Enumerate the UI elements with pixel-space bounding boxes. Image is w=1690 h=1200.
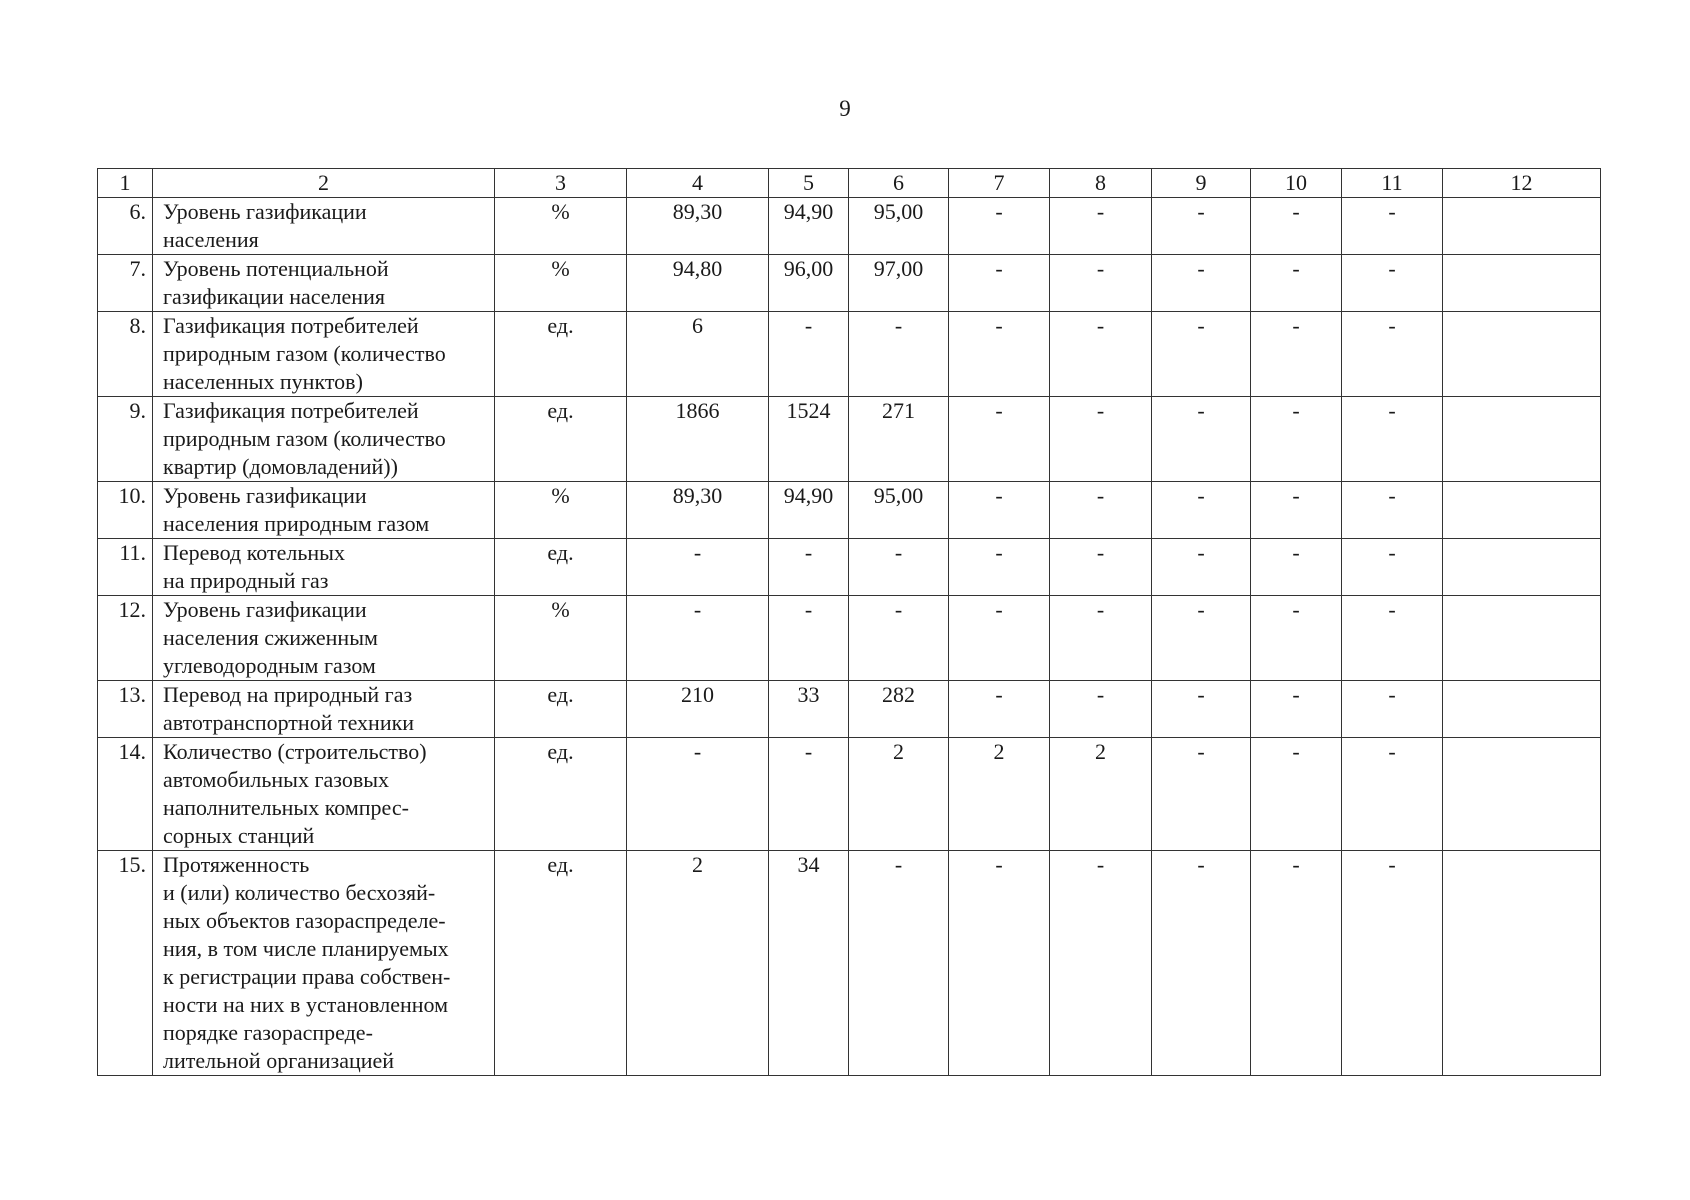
header-cell: 1 [98,169,153,198]
value-cell: 282 [849,681,949,738]
header-cell: 6 [849,169,949,198]
value-cell: - [949,681,1050,738]
value-cell: - [769,738,849,851]
value-cell: - [1342,681,1443,738]
row-number: 13. [98,681,153,738]
indicator-name [153,738,495,851]
table-row [98,198,1601,255]
indicator-name-line: Уровень газификации [163,483,367,508]
value-cell: - [1050,596,1152,681]
value-cell: - [1251,681,1342,738]
row-number: 12. [98,596,153,681]
unit-cell: ед. [495,851,627,1076]
value-cell: - [1342,397,1443,482]
row-number: 10. [98,482,153,539]
indicator-name-line: Уровень газификации [163,199,367,224]
value-cell: 89,30 [627,482,769,539]
unit-cell: % [495,255,627,312]
header-cell: 5 [769,169,849,198]
indicator-name-line: природным газом (количество [163,426,446,451]
value-cell: 271 [849,397,949,482]
indicator-name [153,482,495,539]
value-cell: - [949,851,1050,1076]
indicator-name-line: к регистрации права собствен- [163,964,451,989]
header-cell: 7 [949,169,1050,198]
indicator-name-line: ния, в том числе планируемых [163,936,449,961]
value-cell [1443,198,1601,255]
value-cell: - [1152,397,1251,482]
value-cell: - [1342,255,1443,312]
unit-cell: % [495,482,627,539]
value-cell: - [769,312,849,397]
value-cell: - [949,198,1050,255]
header-cell: 4 [627,169,769,198]
value-cell: 2 [849,738,949,851]
indicator-name-line: населения [163,227,259,252]
value-cell: - [1152,738,1251,851]
header-cell: 11 [1342,169,1443,198]
header-cell: 10 [1251,169,1342,198]
value-cell [1443,539,1601,596]
value-cell: - [1342,198,1443,255]
row-number: 14. [98,738,153,851]
row-number: 6. [98,198,153,255]
indicator-name-line: Газификация потребителей [163,398,419,423]
unit-cell: ед. [495,539,627,596]
value-cell: - [849,851,949,1076]
table-row [98,539,1601,596]
indicator-name-line: природным газом (количество [163,341,446,366]
value-cell: - [1251,255,1342,312]
value-cell: 95,00 [849,198,949,255]
value-cell: 94,90 [769,482,849,539]
indicator-name [153,851,495,1076]
value-cell: - [1152,681,1251,738]
value-cell: - [1152,482,1251,539]
indicator-name-line: Перевод на природный газ [163,682,413,707]
value-cell: - [1251,539,1342,596]
page-number: 9 [839,96,851,121]
value-cell: - [1251,397,1342,482]
indicator-name-line: газификации населения [163,284,385,309]
indicator-name-line: квартир (домовладений)) [163,454,398,479]
indicator-name-line: ности на них в установленном [163,992,449,1017]
value-cell: - [1152,255,1251,312]
value-cell [1443,851,1601,1076]
indicator-name-line: наполнительных компрес- [163,795,409,820]
value-cell: - [1050,539,1152,596]
header-cell: 2 [153,169,495,198]
value-cell: 1524 [769,397,849,482]
value-cell [1443,738,1601,851]
indicator-name [153,198,495,255]
table-row [98,596,1601,681]
indicator-name-line: Количество (строительство) [163,739,427,764]
indicator-name-line: населенных пунктов) [163,369,363,394]
indicator-name-line: ных объектов газораспределе- [163,908,446,933]
table-row [98,851,1601,1076]
value-cell: - [1152,851,1251,1076]
value-cell: - [1152,312,1251,397]
value-cell: - [849,539,949,596]
unit-cell: ед. [495,397,627,482]
indicator-name-line: автомобильных газовых [163,767,389,792]
table-row [98,255,1601,312]
value-cell: 89,30 [627,198,769,255]
value-cell: - [1251,312,1342,397]
header-cell: 8 [1050,169,1152,198]
value-cell: - [1251,851,1342,1076]
row-number: 11. [98,539,153,596]
indicator-name-line: населения сжиженным [163,625,378,650]
table-row [98,738,1601,851]
indicator-name [153,397,495,482]
value-cell: - [1342,851,1443,1076]
unit-cell: ед. [495,312,627,397]
value-cell [1443,255,1601,312]
value-cell: - [627,596,769,681]
row-number: 7. [98,255,153,312]
value-cell: 2 [1050,738,1152,851]
value-cell: - [1251,482,1342,539]
value-cell: - [1342,312,1443,397]
indicator-name-line: на природный газ [163,568,329,593]
value-cell: - [949,397,1050,482]
value-cell: 33 [769,681,849,738]
indicator-name [153,596,495,681]
value-cell [1443,397,1601,482]
value-cell: - [849,312,949,397]
unit-cell: % [495,596,627,681]
value-cell: - [849,596,949,681]
value-cell: - [769,539,849,596]
table-body [98,169,1601,1076]
value-cell: - [1050,681,1152,738]
value-cell: 1866 [627,397,769,482]
value-cell: 2 [627,851,769,1076]
value-cell: - [949,312,1050,397]
unit-cell: % [495,198,627,255]
value-cell: - [1251,198,1342,255]
value-cell: - [949,482,1050,539]
value-cell: 94,80 [627,255,769,312]
value-cell: 97,00 [849,255,949,312]
value-cell: - [1342,482,1443,539]
value-cell: - [949,255,1050,312]
value-cell: 94,90 [769,198,849,255]
value-cell: - [1050,198,1152,255]
indicator-name-line: населения природным газом [163,511,430,536]
value-cell: - [627,539,769,596]
value-cell: - [1050,255,1152,312]
value-cell: - [949,596,1050,681]
value-cell: - [1342,738,1443,851]
indicator-name-line: порядке газораспреде- [163,1020,373,1045]
indicator-name-line: Протяженность [163,852,310,877]
value-cell [1443,681,1601,738]
value-cell: - [949,539,1050,596]
value-cell: 2 [949,738,1050,851]
table-row [98,482,1601,539]
unit-cell: ед. [495,681,627,738]
value-cell: - [1050,397,1152,482]
indicator-name-line: и (или) количество бесхозяй- [163,880,436,905]
indicator-name-line: Перевод котельных [163,540,345,565]
table-row [98,681,1601,738]
indicator-name-line: Уровень газификации [163,597,367,622]
row-number: 8. [98,312,153,397]
value-cell: - [1342,539,1443,596]
indicator-name [153,312,495,397]
value-cell: - [1342,596,1443,681]
value-cell: - [1251,738,1342,851]
value-cell: - [769,596,849,681]
value-cell: 6 [627,312,769,397]
table-row [98,397,1601,482]
table-row [98,312,1601,397]
indicator-name-line: автотранспортной техники [163,710,415,735]
value-cell: 95,00 [849,482,949,539]
indicator-name-line: углеводородным газом [163,653,376,678]
header-cell: 3 [495,169,627,198]
value-cell: 96,00 [769,255,849,312]
value-cell: - [1152,198,1251,255]
header-cell: 9 [1152,169,1251,198]
value-cell: - [1050,482,1152,539]
unit-cell: ед. [495,738,627,851]
indicator-name-line: сорных станций [163,823,315,848]
header-cell: 12 [1443,169,1601,198]
indicator-name-line: Уровень потенциальной [163,256,389,281]
header-row [98,169,1601,198]
value-cell: - [1050,312,1152,397]
value-cell: - [1152,539,1251,596]
indicator-name [153,681,495,738]
indicators-table [97,168,1601,1076]
row-number: 9. [98,397,153,482]
value-cell: - [1050,851,1152,1076]
value-cell [1443,482,1601,539]
value-cell [1443,596,1601,681]
value-cell [1443,312,1601,397]
value-cell: 210 [627,681,769,738]
indicator-name [153,255,495,312]
indicator-name [153,539,495,596]
value-cell: - [627,738,769,851]
row-number: 15. [98,851,153,1076]
indicator-name-line: Газификация потребителей [163,313,419,338]
value-cell: 34 [769,851,849,1076]
value-cell: - [1152,596,1251,681]
value-cell: - [1251,596,1342,681]
indicator-name-line: лительной организацией [163,1048,395,1073]
